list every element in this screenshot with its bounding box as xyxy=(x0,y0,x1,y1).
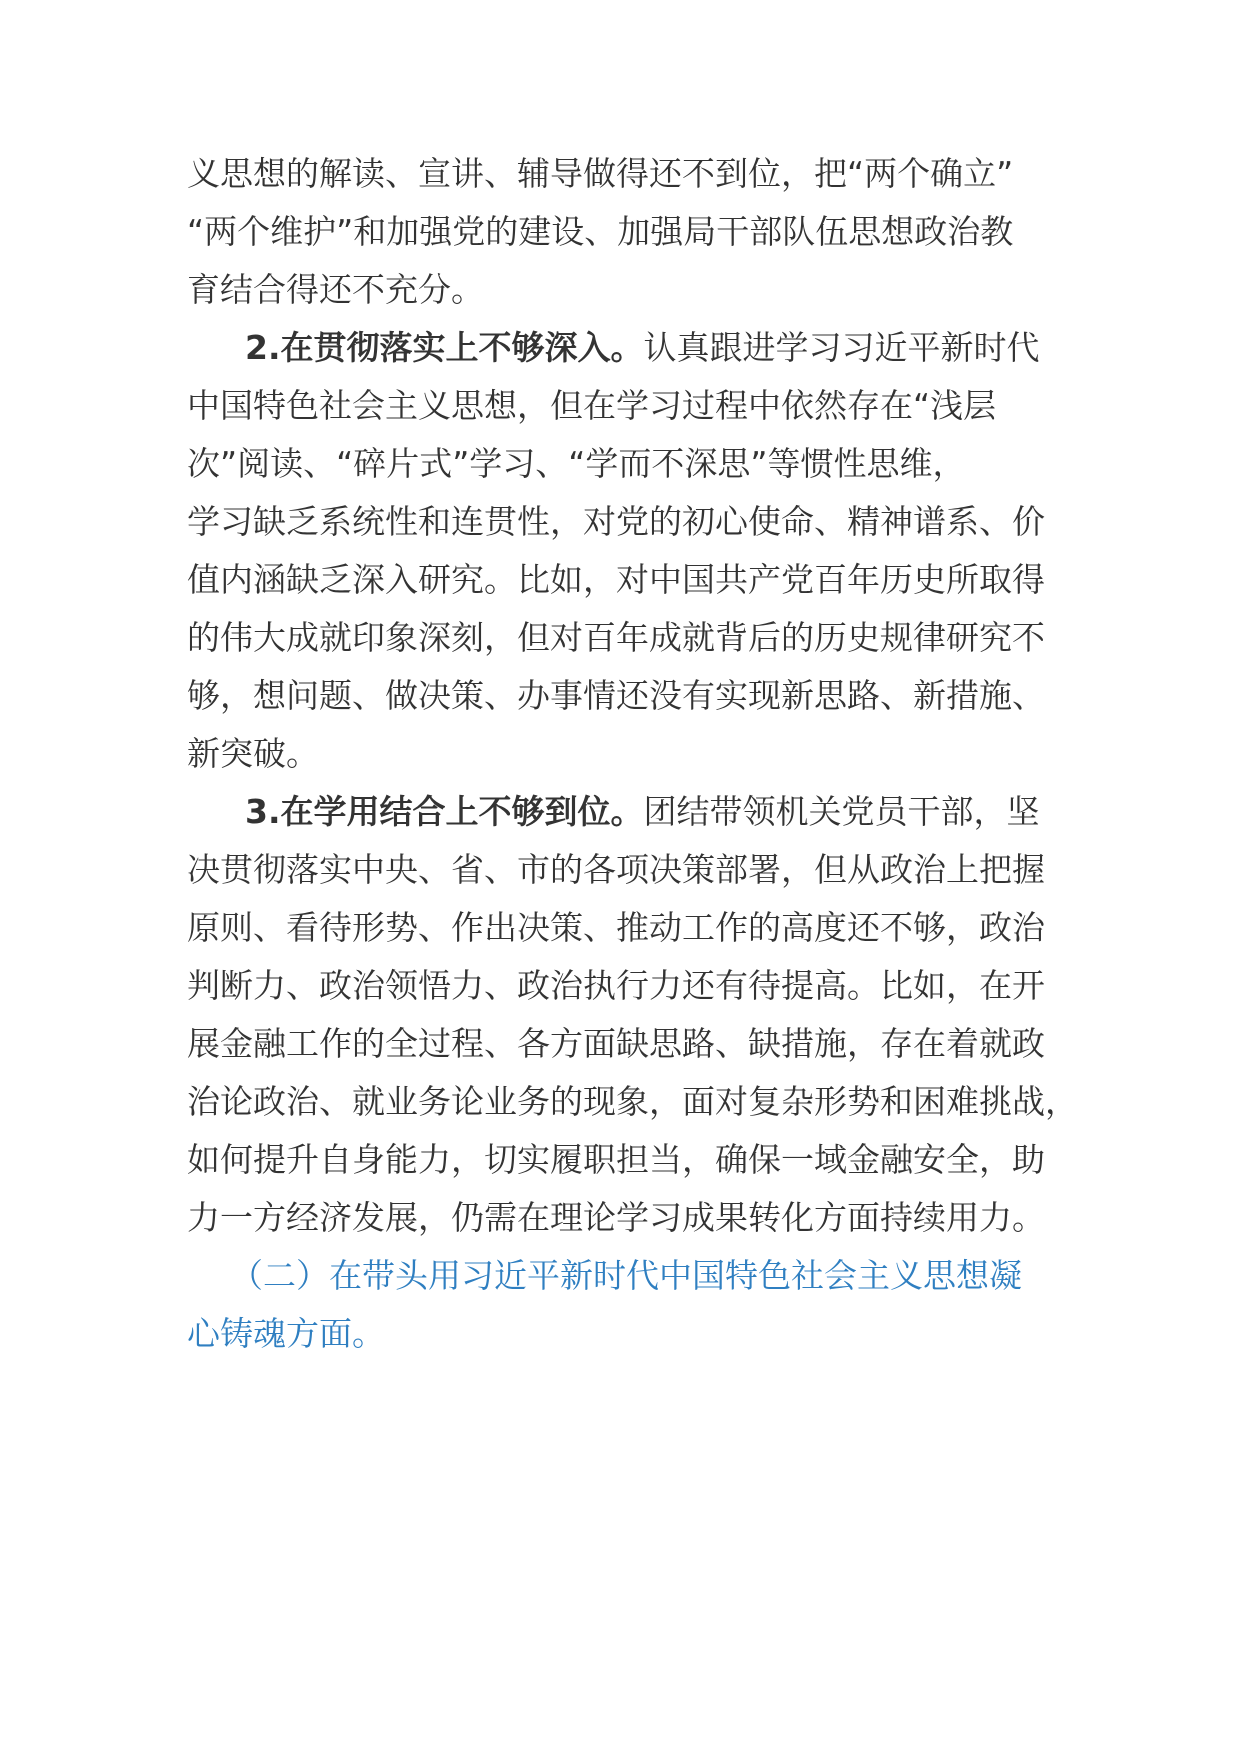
paragraph-line: 新突破。 xyxy=(187,734,319,773)
section-heading: 心铸魂方面。 xyxy=(187,1314,385,1353)
paragraph-line: 力一方经济发展，仍需在理论学习成果转化方面持续用力。 xyxy=(187,1198,1045,1237)
paragraph-line: 够，想问题、做决策、办事情还没有实现新思路、新措施、 xyxy=(187,676,1045,715)
paragraph-line: 决贯彻落实中央、省、市的各项决策部署，但从政治上把握 xyxy=(187,850,1045,889)
paragraph-text: 认真跟进学习习近平新时代 xyxy=(643,328,1040,367)
paragraph-line: 值内涵缺乏深入研究。比如，对中国共产党百年历史所取得 xyxy=(187,560,1045,599)
paragraph-line: 学习缺乏系统性和连贯性，对党的初心使命、精神谱系、价 xyxy=(187,502,1045,541)
paragraph-line: 次”阅读、“碎片式”学习、“学而不深思”等惯性思维， xyxy=(187,444,966,483)
subheading-2: 2.在贯彻落实上不够深入。 xyxy=(245,328,644,367)
paragraph-line: 判断力、政治领悟力、政治执行力还有待提高。比如，在开 xyxy=(187,966,1045,1005)
subheading-3: 3.在学用结合上不够到位。 xyxy=(245,792,644,831)
paragraph-line: 育结合得还不充分。 xyxy=(187,270,484,309)
paragraph-line xyxy=(245,790,1040,834)
paragraph-line xyxy=(245,326,1040,370)
paragraph-line: 原则、看待形势、作出决策、推动工作的高度还不够，政治 xyxy=(187,908,1045,947)
section-heading: （二）在带头用习近平新时代中国特色社会主义思想凝 xyxy=(230,1256,1022,1295)
paragraph-line: 展金融工作的全过程、各方面缺思路、缺措施，存在着就政 xyxy=(187,1024,1045,1063)
paragraph-text: 团结带领机关党员干部，坚 xyxy=(643,792,1040,831)
paragraph-line: 如何提升自身能力，切实履职担当，确保一域金融安全，助 xyxy=(187,1140,1045,1179)
paragraph-line: 中国特色社会主义思想，但在学习过程中依然存在“浅层 xyxy=(187,386,997,425)
paragraph-line: 治论政治、就业务论业务的现象，面对复杂形势和困难挑战， xyxy=(187,1082,1078,1121)
paragraph-line: 的伟大成就印象深刻，但对百年成就背后的历史规律研究不 xyxy=(187,618,1045,657)
paragraph-line: 义思想的解读、宣讲、辅导做得还不到位，把“两个确立” xyxy=(187,154,1014,193)
paragraph-line: “两个维护”和加强党的建设、加强局干部队伍思想政治教 xyxy=(187,212,1014,251)
